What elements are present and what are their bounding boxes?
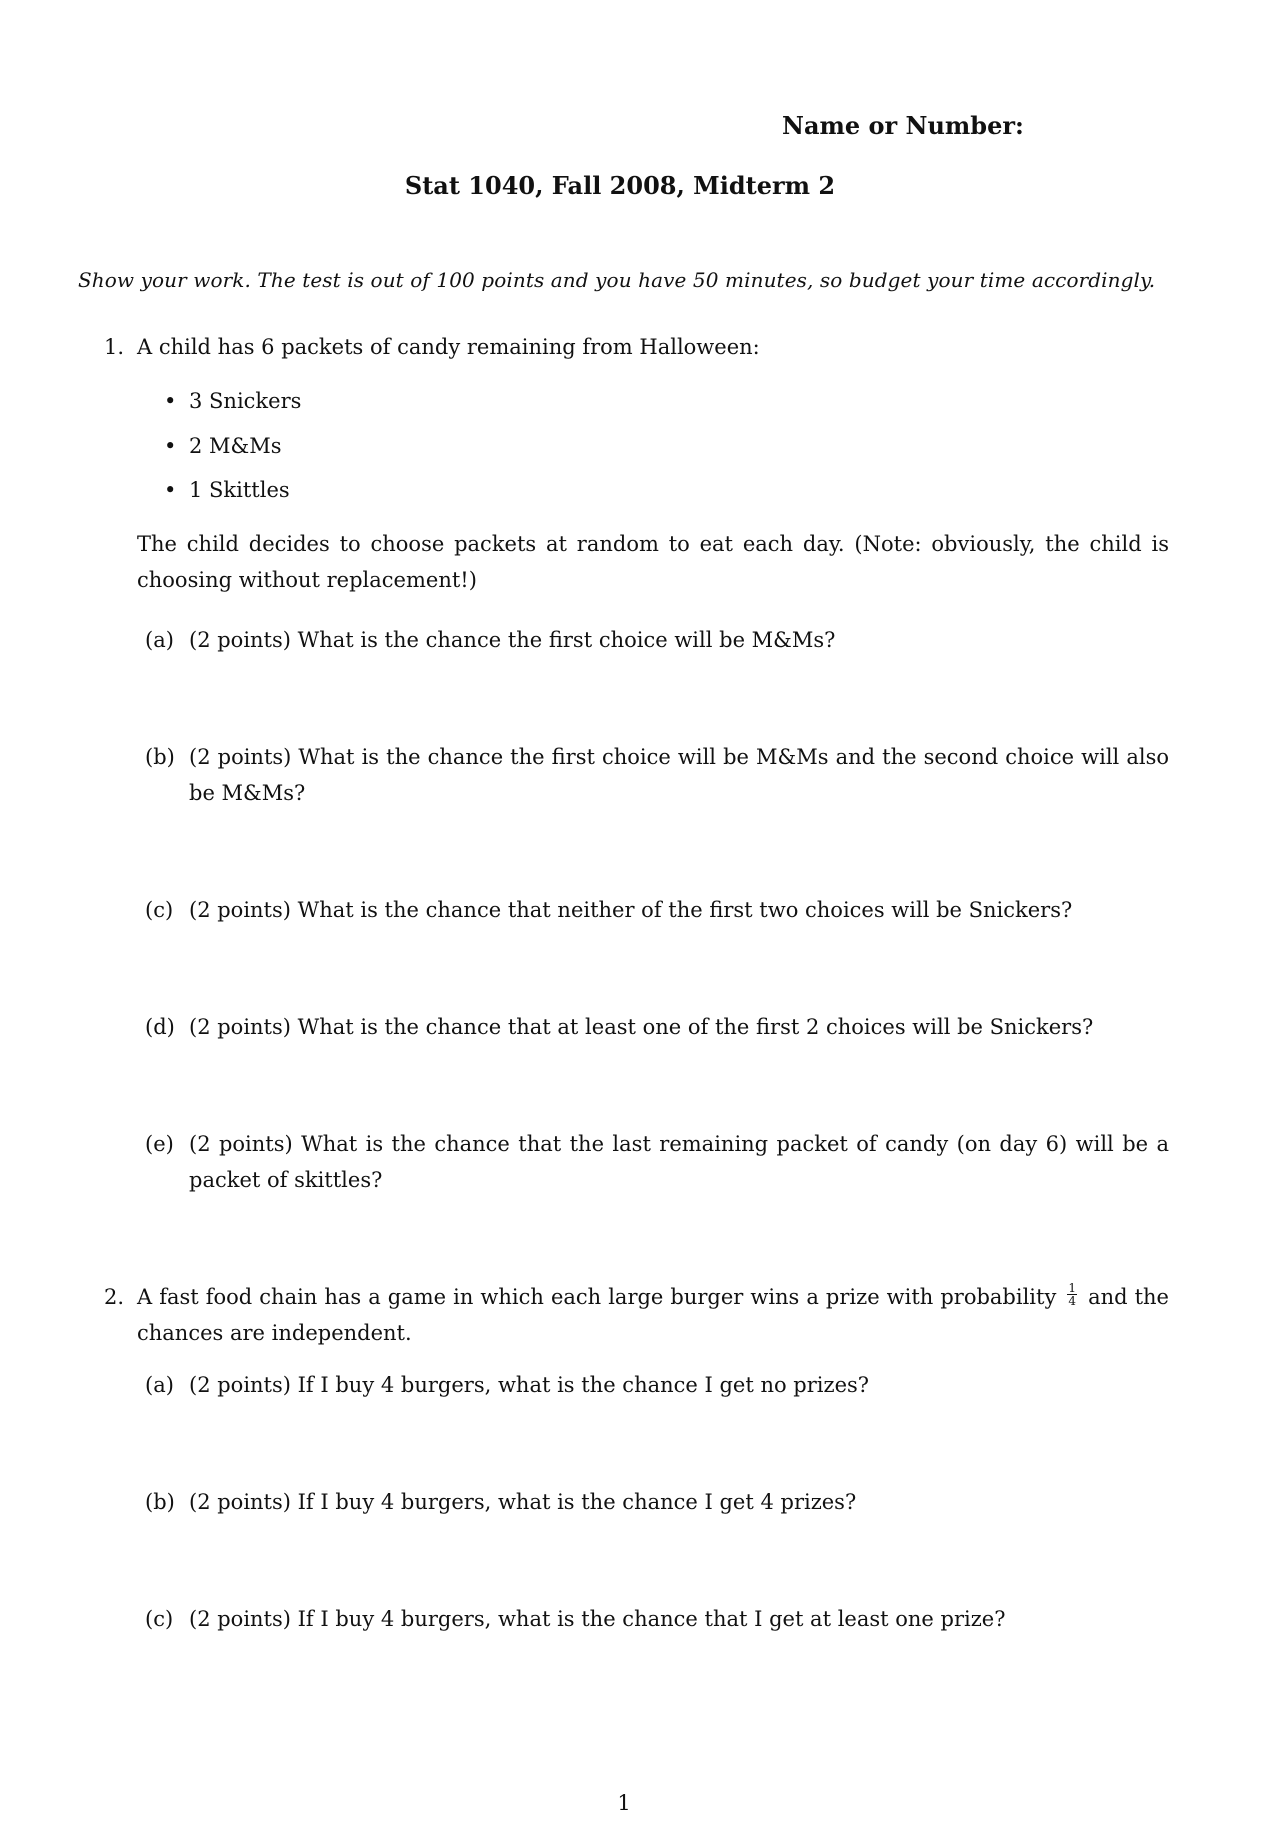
- part-text: (2 points) What is the chance that the last remaining packet of candy (on day 6) will be a packet of skittles?: [189, 1132, 1169, 1192]
- page-title: Stat 1040, Fall 2008, Midterm 2: [404, 171, 836, 200]
- part-label: (a): [145, 1373, 174, 1397]
- bullet-icon: •: [164, 478, 177, 502]
- list-item: 2 M&Ms: [189, 434, 282, 458]
- part-text: (2 points) If I buy 4 burgers, what is the chance I get no prizes?: [189, 1373, 870, 1397]
- part-label: (c): [145, 898, 174, 922]
- part-text: (2 points) If I buy 4 burgers, what is the chance I get 4 prizes?: [189, 1490, 857, 1514]
- fraction-denominator: 4: [1068, 1294, 1077, 1308]
- part-text: (2 points) What is the chance that neither of the first two choices will be Snickers?: [189, 898, 1073, 922]
- question-text: [137, 1279, 1169, 1351]
- fraction: [1067, 1282, 1077, 1307]
- page-number: 1: [617, 1791, 631, 1815]
- part-label: (c): [145, 1607, 174, 1631]
- part-label: (e): [145, 1132, 174, 1156]
- part-label: (b): [145, 745, 175, 769]
- question-note: The child decides to choose packets at random to eat each day. (Note: obviously, the child is choosing without replacement!): [137, 532, 1169, 592]
- question-text-before: A fast food chain has a game in which each large burger wins a prize with probability: [137, 1285, 1057, 1309]
- list-item: 3 Snickers: [189, 389, 302, 413]
- question-number: 1.: [104, 335, 125, 359]
- question-number: 2.: [104, 1285, 125, 1309]
- part-text: (2 points) What is the chance the first choice will be M&Ms and the second choice will also be M&Ms?: [189, 745, 1169, 805]
- part-label: (a): [145, 628, 174, 652]
- part-text: (2 points) What is the chance that at least one of the first 2 choices will be Snickers?: [189, 1015, 1094, 1039]
- part-text: (2 points) If I buy 4 burgers, what is the chance that I get at least one prize?: [189, 1607, 1006, 1631]
- instructions: Show your work. The test is out of 100 points and you have 50 minutes, so budget your time accordingly.: [78, 268, 1156, 292]
- list-item: 1 Skittles: [189, 478, 290, 502]
- fraction-numerator: 1: [1068, 1281, 1077, 1295]
- part-label: (d): [145, 1015, 175, 1039]
- bullet-icon: •: [164, 389, 177, 413]
- bullet-icon: •: [164, 434, 177, 458]
- name-or-number-label: Name or Number:: [782, 111, 1024, 140]
- question-text: A child has 6 packets of candy remaining from Halloween:: [137, 335, 760, 359]
- part-text: (2 points) What is the chance the first choice will be M&Ms?: [189, 628, 836, 652]
- part-label: (b): [145, 1490, 175, 1514]
- question-text-after: and the chances are independent.: [137, 1285, 1169, 1345]
